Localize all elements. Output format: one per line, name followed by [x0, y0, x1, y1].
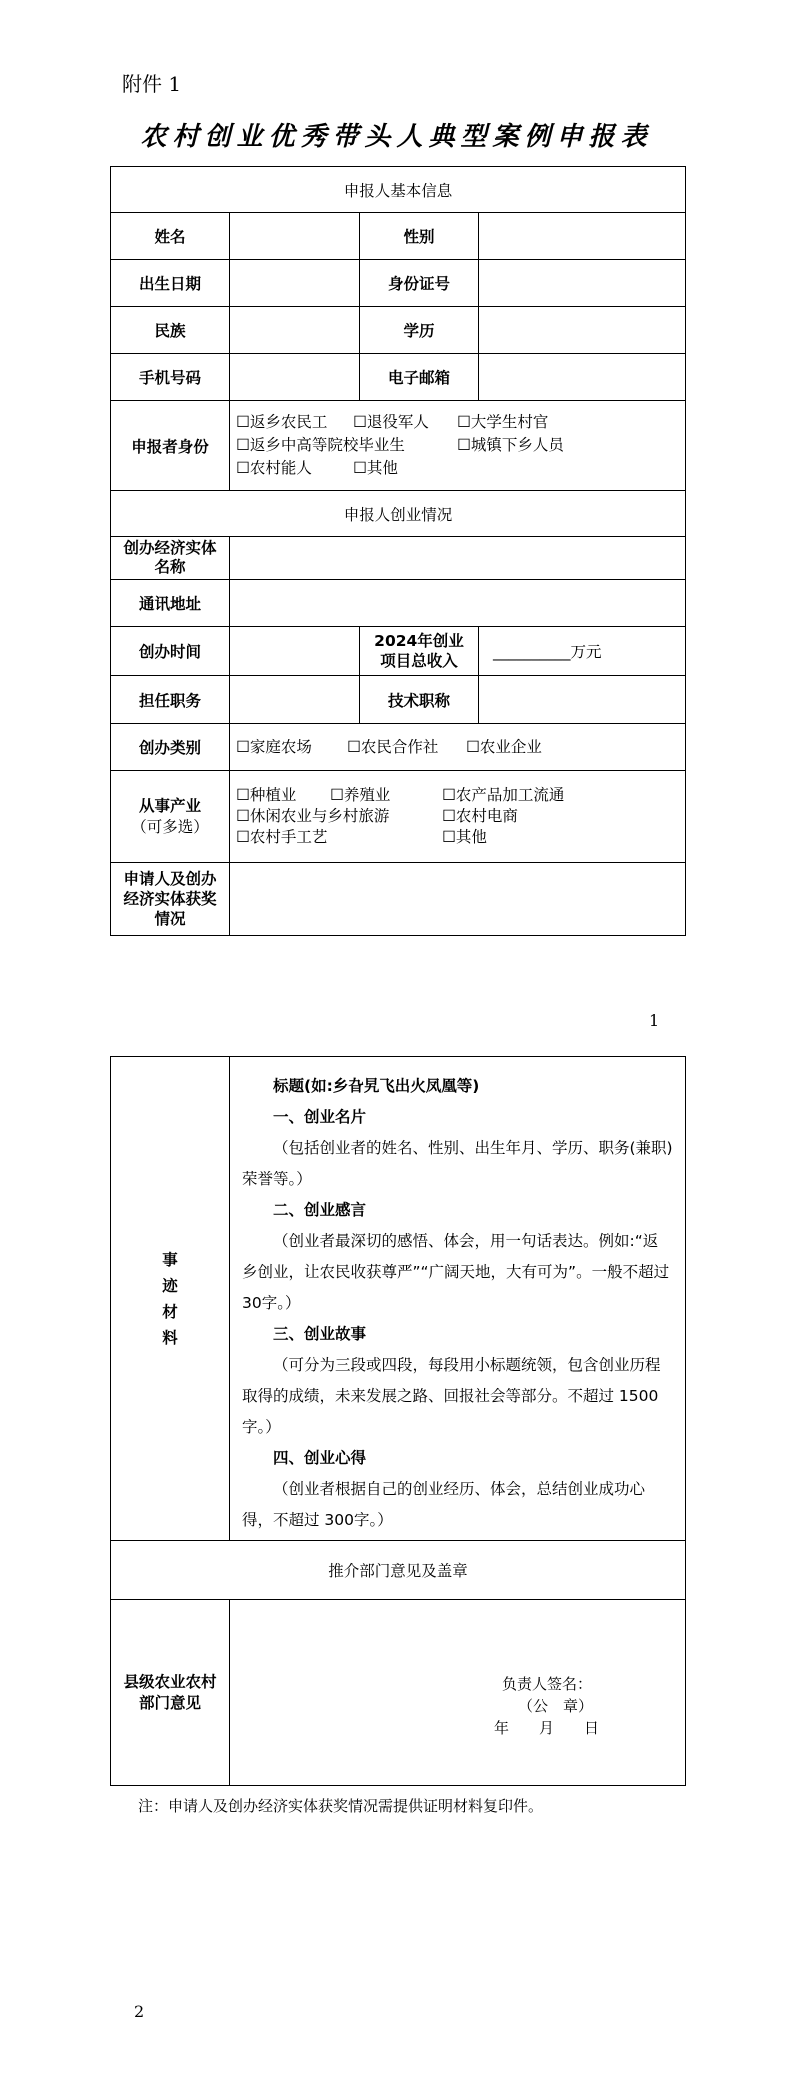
category-option-family-farm[interactable]: ☐家庭农场	[236, 737, 312, 756]
ethnicity-label: 民族	[111, 307, 230, 354]
page-number-1: 1	[649, 1011, 660, 1030]
name-label: 姓名	[111, 213, 230, 260]
industry-option-handicraft[interactable]: ☐农村手工艺	[236, 828, 328, 846]
page-title: 农村创业优秀带头人典型案例申报表	[140, 122, 653, 152]
tech-title-label: 技术职称	[360, 676, 479, 724]
identity-label: 申报者身份	[111, 401, 230, 491]
industry-option-breeding[interactable]: ☐养殖业	[330, 786, 391, 804]
id-number-label: 身份证号	[360, 260, 479, 307]
story-section-4-desc: （创业者根据自己的创业经历、体会，总结创业成功心得，不超过 300字。）	[242, 1480, 646, 1529]
total-income-label: 2024年创业项目总收入	[360, 627, 479, 676]
industry-option-other[interactable]: ☐其他	[442, 828, 487, 846]
category-label: 创办类别	[111, 724, 230, 771]
signature-label: 负责人签名：	[502, 1675, 593, 1693]
deeds-story	[230, 1057, 685, 1536]
id-number-field[interactable]	[479, 260, 686, 307]
story-section-3-title: 三、创业故事	[273, 1325, 367, 1343]
awards-label: 申请人及创办经济实体获奖情况	[111, 863, 230, 936]
industry-option-planting[interactable]: ☐种植业	[236, 786, 297, 804]
founding-time-label: 创办时间	[111, 627, 230, 676]
page-number-2: 2	[134, 2002, 145, 2021]
application-form-basic	[110, 166, 686, 936]
section-basic-info: 申报人基本信息	[111, 167, 686, 213]
identity-option-college-village-official[interactable]: ☐大学生村官	[457, 413, 549, 431]
email-field[interactable]	[479, 354, 686, 401]
birth-date-field[interactable]	[230, 260, 360, 307]
income-blank: __________	[493, 643, 571, 661]
story-section-3-desc: （可分为三段或四段，每段用小标题统领，包含创业历程取得的成绩，未来发展之路、回报社会等部分。不超过 1500字。）	[242, 1356, 661, 1436]
deeds-label: 事迹材料	[111, 1057, 230, 1541]
story-section-1-desc: （包括创业者的姓名、性别、出生年月、学历、职务(兼职)荣誉等。）	[242, 1139, 673, 1188]
identity-option-urban-to-rural[interactable]: ☐城镇下乡人员	[457, 436, 564, 454]
birth-date-label: 出生日期	[111, 260, 230, 307]
identity-option-veteran[interactable]: ☐退役军人	[353, 413, 429, 431]
story-section-1-title: 一、创业名片	[273, 1108, 367, 1126]
industry-label-sub: （可多选）	[131, 817, 209, 836]
story-section-2-desc: （创业者最深切的感悟、体会，用一句话表达。例如:“返乡创业，让农民收获尊严”“广阔天地，大有可为”。一般不超过30字。）	[242, 1232, 670, 1312]
category-options	[230, 724, 686, 771]
phone-label: 手机号码	[111, 354, 230, 401]
industry-options	[230, 771, 686, 863]
deeds-content[interactable]	[230, 1057, 686, 1541]
identity-option-migrant-worker[interactable]: ☐返乡农民工	[236, 413, 328, 431]
position-field[interactable]	[230, 676, 360, 724]
tech-title-field[interactable]	[479, 676, 686, 724]
entity-name-field[interactable]	[230, 537, 686, 580]
founding-time-field[interactable]	[230, 627, 360, 676]
awards-field[interactable]	[230, 863, 686, 936]
identity-option-rural-talent[interactable]: ☐农村能人	[236, 459, 312, 477]
industry-option-ecommerce[interactable]: ☐农村电商	[442, 807, 518, 825]
address-label: 通讯地址	[111, 580, 230, 627]
industry-option-processing[interactable]: ☐农产品加工流通	[442, 786, 565, 804]
identity-options	[230, 401, 686, 491]
ethnicity-field[interactable]	[230, 307, 360, 354]
category-option-cooperative[interactable]: ☐农民合作社	[347, 737, 439, 756]
identity-option-other[interactable]: ☐其他	[353, 459, 398, 477]
industry-label-main: 从事产业	[138, 796, 201, 815]
county-opinion-field[interactable]	[230, 1600, 686, 1786]
identity-option-graduate[interactable]: ☐返乡中高等院校毕业生	[236, 436, 405, 454]
section-business-info: 申报人创业情况	[111, 491, 686, 537]
total-income-field[interactable]	[479, 627, 686, 676]
date-label: 年 月 日	[494, 1719, 600, 1737]
phone-field[interactable]	[230, 354, 360, 401]
story-section-4-title: 四、创业心得	[273, 1449, 367, 1467]
story-headline: 标题(如:乡旮旯飞出火凤凰等)	[273, 1077, 480, 1095]
footnote: 注：申请人及创办经济实体获奖情况需提供证明材料复印件。	[138, 1797, 544, 1815]
entity-name-label: 创办经济实体名称	[111, 537, 230, 580]
income-unit: 万元	[570, 643, 602, 661]
position-label: 担任职务	[111, 676, 230, 724]
email-label: 电子邮箱	[360, 354, 479, 401]
application-form-deeds	[110, 1056, 686, 1786]
attachment-label: 附件 1	[122, 72, 182, 96]
seal-label: （公 章）	[518, 1697, 594, 1715]
education-label: 学历	[360, 307, 479, 354]
section-recommendation: 推介部门意见及盖章	[111, 1541, 686, 1600]
county-opinion-label: 县级农业农村部门意见	[111, 1600, 230, 1786]
category-option-enterprise[interactable]: ☐农业企业	[466, 737, 542, 756]
education-field[interactable]	[479, 307, 686, 354]
name-field[interactable]	[230, 213, 360, 260]
gender-field[interactable]	[479, 213, 686, 260]
story-section-2-title: 二、创业感言	[273, 1201, 367, 1219]
industry-label	[111, 771, 230, 863]
industry-option-leisure-tourism[interactable]: ☐休闲农业与乡村旅游	[236, 807, 390, 825]
address-field[interactable]	[230, 580, 686, 627]
gender-label: 性别	[360, 213, 479, 260]
